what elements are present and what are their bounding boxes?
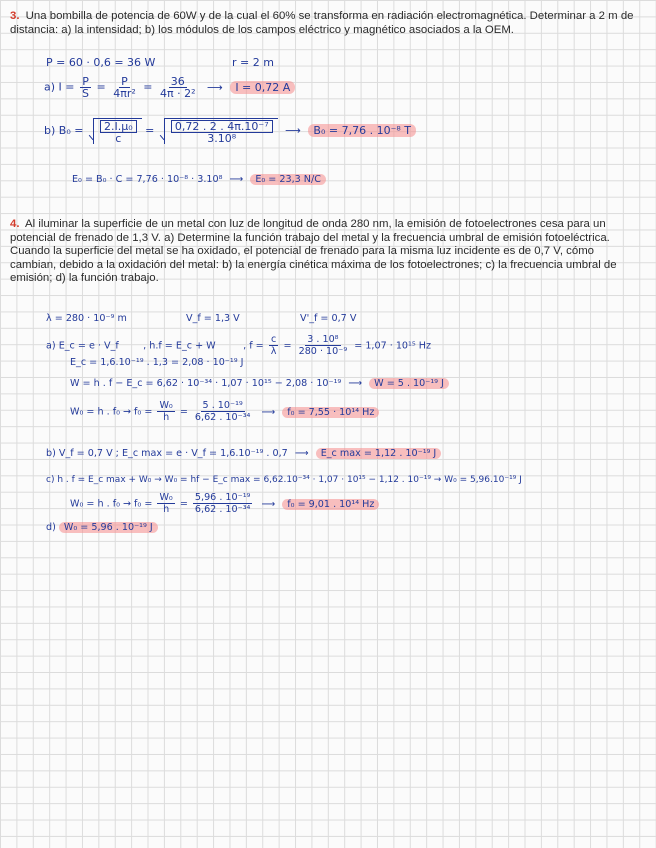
numerator: 2.I.μ₀ — [100, 120, 137, 133]
frequency-result: = 1,07 · 10¹⁵ Hz — [354, 340, 432, 352]
problem-4-statement — [10, 218, 635, 286]
denominator: 4πr² — [113, 87, 136, 100]
part-label: d) — [46, 522, 56, 533]
kinetic-energy-calc: E_c = 1,6.10⁻¹⁹ . 1,3 = 2,08 · 10⁻¹⁹ J — [70, 357, 244, 368]
denominator: 4π · 2² — [160, 87, 196, 100]
problem-3-text: Una bombilla de potencia de 60W y de la cual el 60% se transforma en radiación electromagnética. Determinar a 2 m de distancia: a) la intensidad; b) los módulos de los campos eléctrico y magnético asociados a la OEM. — [10, 10, 634, 36]
intensity-symbol: I = — [58, 80, 75, 94]
part-label: a) — [46, 340, 56, 352]
magnetic-field-symbol: B₀ = — [58, 124, 84, 137]
result-electric-field: E₀ = 23,3 N/C — [250, 174, 326, 185]
sol4-c2-line: W₀ = h . f₀ → f₀ = $\frac{\text{W₀}}{h}$ = $\frac{\text{5,96 . 10⁻¹⁹}}{\text{6,62 . 10⁻³⁴}}$ ⟶ f₀ = 9,01 . 10¹⁴ Hz — [70, 492, 379, 515]
numerator: 36 — [170, 75, 185, 88]
sol4-threshold-line: W₀ = h . f₀ → f₀ = $\frac{\text{W₀}}{h}$ = $\frac{\text{5 . 10⁻¹⁹}}{\text{6,62 . 10⁻³⁴}}$ ⟶ f₀ = 7,55 · 10¹⁴ Hz — [70, 400, 379, 423]
denominator: λ — [270, 346, 277, 357]
arrow-icon: ⟶ — [294, 448, 309, 459]
result-intensity: I = 0,72 A — [230, 81, 295, 94]
work-function-equation: W = h . f − E_c = 6,62 · 10⁻³⁴ · 1,07 · 10¹⁵ − 2,08 · 10⁻¹⁹ — [70, 378, 342, 389]
numerator: 5 . 10⁻¹⁹ — [202, 400, 243, 411]
given-wavelength: λ = 280 · 10⁻⁹ m — [46, 313, 127, 324]
arrow-icon: ⟶ — [261, 498, 276, 510]
kinetic-energy-equation: E_c = e · V_f — [58, 340, 119, 352]
denominator: c — [115, 132, 122, 145]
problem-3-statement — [10, 10, 635, 37]
part-b-equation: b) V_f = 0,7 V ; E_c max = e · V_f = 1,6.10⁻¹⁹ . 0,7 — [46, 448, 288, 459]
numerator: P — [82, 75, 89, 88]
result-max-kinetic-energy: E_c max = 1,12 . 10⁻¹⁹ J — [316, 448, 442, 459]
fraction — [111, 76, 138, 99]
fraction — [297, 334, 350, 357]
arrow-icon: ⟶ — [261, 406, 276, 418]
sol4-work-line — [70, 378, 449, 390]
numerator: 5,96 . 10⁻¹⁹ — [194, 492, 251, 503]
denominator: S — [82, 87, 89, 100]
numerator: 3 . 10⁸ — [307, 334, 339, 345]
denominator: h — [163, 412, 170, 423]
arrow-icon: ⟶ — [229, 174, 244, 185]
sol3-b-line: b) B₀ = $\frac{\text{2.I.μ₀}}{c}$ = $\frac{\text{0,72 . 2 . 4π.10⁻⁷}}{\text{3.10⁸}}$ ⟶ B₀ = 7,76 . 10⁻⁸ T — [44, 118, 416, 144]
result-magnetic-field: B₀ = 7,76 . 10⁻⁸ T — [308, 124, 416, 137]
sol3-e-line — [72, 174, 326, 186]
problem-3-number: 3. — [10, 10, 20, 22]
denominator: 3.10⁸ — [207, 132, 237, 145]
sol4-b-line — [46, 448, 441, 460]
part-label: a) — [44, 80, 56, 94]
sol4-d-line — [46, 522, 158, 534]
square-root — [164, 118, 278, 144]
numerator: 0,72 . 2 . 4π.10⁻⁷ — [171, 120, 273, 133]
given-stopping-potential: V_f = 1,3 V — [186, 313, 240, 324]
threshold-equation: W₀ = h . f₀ → f₀ = — [70, 406, 153, 418]
given-oxidized-potential: V'_f = 0,7 V — [300, 313, 357, 324]
square-root — [93, 118, 142, 144]
numerator: c — [270, 334, 277, 345]
problem-4-number: 4. — [10, 218, 20, 230]
fraction — [193, 492, 252, 515]
numerator: W₀ — [159, 400, 173, 411]
arrow-icon: ⟶ — [285, 124, 301, 137]
denominator: 6,62 . 10⁻³⁴ — [194, 412, 251, 423]
result-threshold-frequency: f₀ = 7,55 · 10¹⁴ Hz — [282, 407, 379, 418]
arrow-icon: ⟶ — [207, 80, 223, 94]
fraction — [171, 120, 273, 144]
threshold-equation: W₀ = h . f₀ → f₀ = — [70, 498, 153, 510]
fraction — [157, 400, 174, 423]
fraction — [193, 400, 252, 423]
fraction — [157, 492, 174, 515]
fraction — [269, 334, 279, 357]
numerator: W₀ — [159, 492, 173, 503]
result-new-threshold-frequency: f₀ = 9,01 . 10¹⁴ Hz — [282, 499, 379, 510]
denominator: h — [163, 504, 170, 515]
arrow-icon: ⟶ — [348, 378, 363, 389]
sol4-a-line: a) E_c = e · V_f , h.f = E_c + W , f = $\frac{c}{\lambda}$ = $\frac{\text{3 . 10⁸}}{\text{280 · 10⁻⁹}}$ = 1,07 · 10¹⁵ Hz — [46, 334, 432, 357]
denominator: 6,62 . 10⁻³⁴ — [194, 504, 251, 515]
sol3-a-line: a) I = $\frac{P}{S}$ = $\frac{P}{\text{4πr²}}$ = $\frac{36}{\text{4π · 2²}}$ ⟶ I = 0,72 A — [44, 76, 295, 99]
given-power: P = 60 · 0,6 = 36 W — [46, 56, 156, 69]
fraction — [80, 76, 91, 99]
electric-field-equation: E₀ = B₀ · C = 7,76 · 10⁻⁸ · 3.10⁸ — [72, 174, 223, 185]
problem-4-text: Al iluminar la superficie de un metal con luz de longitud de onda 280 nm, la emisión de fotoelectrones cesa para un potencial de frenado de 1,3 V. a) Determine la función trabajo del metal y la frecuencia umbral de emisión fotoeléctrica. Cuando la superficie del metal se ha oxidado, el potencial de frenado para la misma luz incidente es de 0,7 V, cómo cambian, debido a la oxidación del metal: b) la energía cinética máxima de los fotoelectrones; c) la frecuencia umbral de emisión; d) la función trabajo. — [10, 218, 617, 285]
given-distance: r = 2 m — [232, 56, 274, 69]
denominator: 280 · 10⁻⁹ — [298, 346, 348, 357]
photoelectric-equation: , h.f = E_c + W — [143, 340, 216, 352]
result-new-work-function: W₀ = 5,96 . 10⁻¹⁹ J — [59, 522, 158, 533]
frequency-symbol: , f = — [243, 340, 264, 352]
numerator: P — [121, 75, 128, 88]
part-c-equation: c) h . f = E_c max + W₀ → W₀ = hf − E_c max = 6,62.10⁻³⁴ · 1,07 · 10¹⁵ − 1,12 . 10⁻¹⁹ → W₀ = 5,96.10⁻¹⁹ J — [46, 475, 522, 485]
part-label: b) — [44, 124, 56, 137]
fraction — [158, 76, 198, 99]
result-work-function: W = 5 . 10⁻¹⁹ J — [369, 378, 449, 389]
fraction — [100, 120, 137, 144]
